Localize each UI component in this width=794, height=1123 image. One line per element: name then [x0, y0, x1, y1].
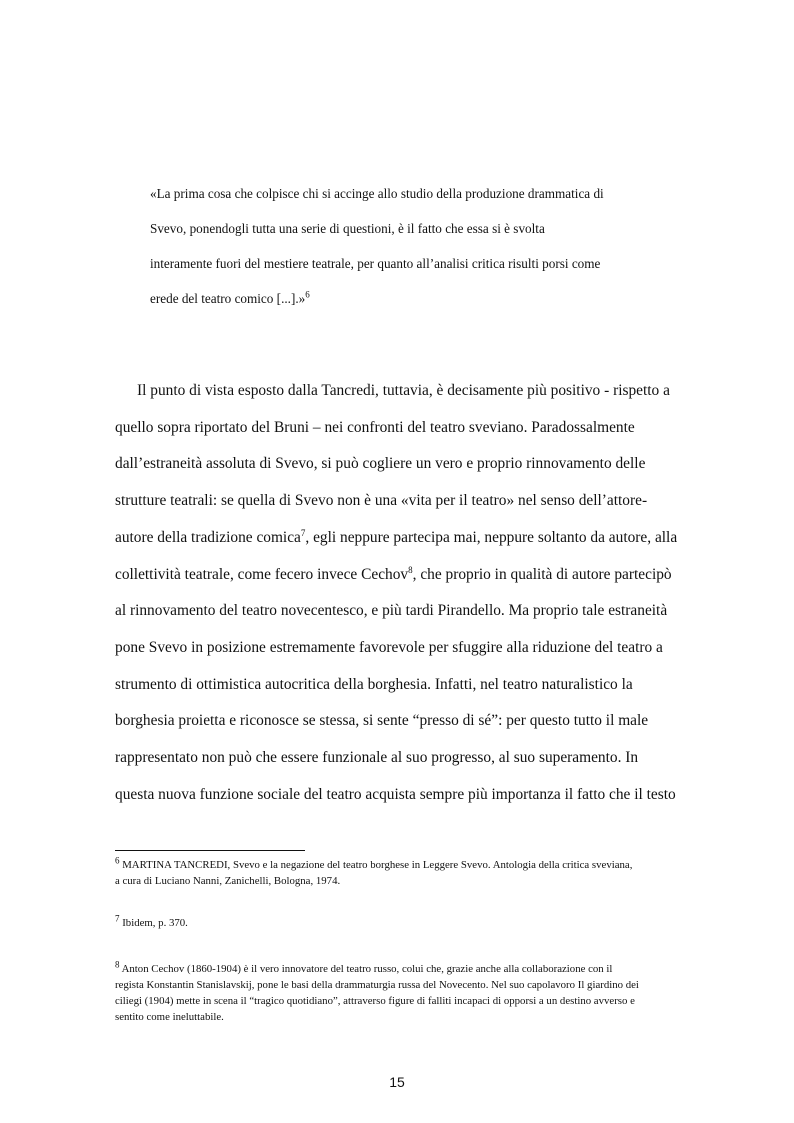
footnote-8	[115, 961, 639, 1025]
paragraph-text: , egli neppure partecipa mai, neppure soltanto da autore, alla	[305, 528, 678, 546]
paragraph-line: borghesia proietta e riconosce se stessa, si sente “presso di sé”: per questo tutto il male	[115, 712, 649, 730]
paragraph-line: rappresentato non può che essere funzionale al suo progresso, al suo superamento. In	[115, 749, 639, 767]
paragraph-text: , che proprio in qualità di autore partecipò	[412, 565, 672, 583]
footnote-number: 7	[115, 913, 120, 924]
page-number: 15	[389, 1074, 405, 1090]
paragraph-line: strumento di ottimistica autocritica della borghesia. Infatti, nel teatro naturalistico la	[115, 675, 633, 693]
paragraph-line: quello sopra riportato del Bruni – nei confronti del teatro sveviano. Paradossalmente	[115, 418, 635, 436]
footnote-separator	[115, 850, 305, 851]
quote-line: interamente fuori del mestiere teatrale, per quanto all’analisi critica risulti porsi come	[150, 256, 601, 271]
footnote-6	[115, 857, 632, 889]
paragraph-line: dall’estraneità assoluta di Svevo, si può cogliere un vero e proprio rinnovamento delle	[115, 455, 646, 473]
quote-line: «La prima cosa che colpisce chi si accinge allo studio della produzione drammatica di	[150, 186, 604, 201]
footnote-ref-6[interactable]: 6	[305, 289, 310, 300]
paragraph-line: pone Svevo in posizione estremamente favorevole per sfuggire alla riduzione del teatro a	[115, 638, 663, 656]
footnote-line	[115, 915, 188, 931]
footnote-7	[115, 915, 188, 931]
footnote-line: regista Konstantin Stanislavskij, pone le basi della drammaturgia russa del Novecento. Nel suo capolavoro Il giardino dei	[115, 979, 639, 991]
paragraph-line	[115, 520, 705, 557]
footnote-line: ciliegi (1904) mette in scena il “tragico quotidiano”, attraverso figure di falliti incapaci di opporsi a un destino avverso e	[115, 995, 635, 1007]
footnote-ref-8[interactable]: 8	[408, 564, 413, 575]
body-paragraph	[115, 373, 705, 813]
footnote-line	[115, 857, 632, 873]
paragraph-line: al rinnovamento del teatro novecentesco, e più tardi Pirandello. Ma proprio tale estraneità	[115, 602, 668, 620]
footnote-line: a cura di Luciano Nanni, Zanichelli, Bologna, 1974.	[115, 875, 341, 887]
paragraph-line	[115, 557, 705, 594]
quote-line-text: erede del teatro comico [...].»	[150, 291, 306, 306]
footnote-text: Ibidem, p. 370.	[119, 917, 188, 929]
paragraph-line: strutture teatrali: se quella di Svevo non è una «vita per il teatro» nel senso dell’attore-	[115, 492, 648, 510]
quote-line: Svevo, ponendogli tutta una serie di questioni, è il fatto che essa si è svolta	[150, 221, 545, 236]
footnote-line	[115, 961, 639, 977]
quote-line	[150, 281, 670, 316]
footnote-line: sentito come ineluttabile.	[115, 1011, 224, 1023]
block-quote	[150, 176, 670, 316]
footnote-text: MARTINA TANCREDI, Svevo e la negazione del teatro borghese in Leggere Svevo. Antologia della critica sveviana,	[119, 859, 633, 871]
footnote-ref-7[interactable]: 7	[300, 527, 306, 538]
paragraph-text: autore della tradizione comica	[115, 528, 301, 546]
paragraph-text: collettività teatrale, come fecero invece Cechov	[115, 565, 409, 583]
paragraph-line: questa nuova funzione sociale del teatro acquista sempre più importanza il fatto che il testo	[115, 785, 676, 803]
paragraph-line: Il punto di vista esposto dalla Tancredi, tuttavia, è decisamente più positivo - rispetto a	[137, 382, 670, 399]
footnote-number: 8	[115, 959, 120, 970]
footnote-number: 6	[115, 855, 120, 866]
footnote-text: Anton Cechov (1860-1904) è il vero innovatore del teatro russo, colui che, grazie anche alla collaborazione con il	[119, 963, 613, 975]
